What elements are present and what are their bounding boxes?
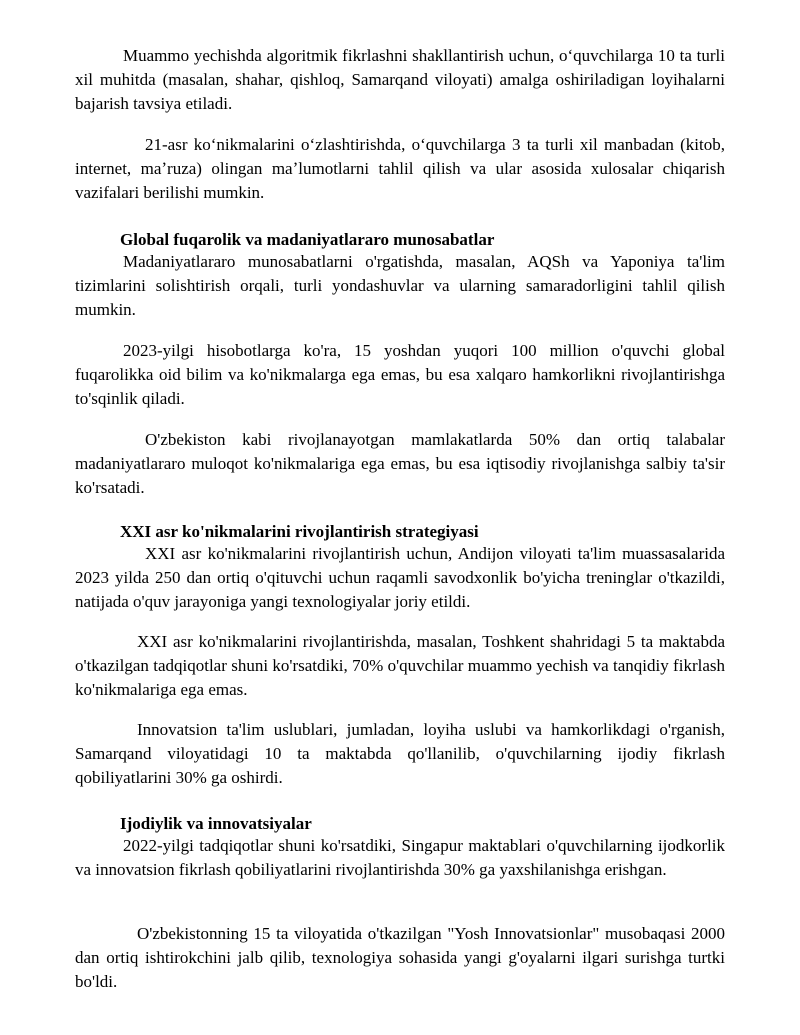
heading-21st-century-strategy: XXI asr ko'nikmalarini rivojlantirish strategiyasi [120,522,479,541]
paragraph-tashkent-research: XXI asr ko'nikmalarini rivojlantirishda, masalan, Toshkent shahridagi 5 ta maktabda o'tkazilgan tadqiqotlar shuni ko'rsatdiki, 70% o'quvchilar muammo yechish va tanqidiy fikrlash ko'nikmalariga ega emas. [75,632,725,699]
paragraph-andijan-trainings: XXI asr ko'nikmalarini rivojlantirish uchun, Andijon viloyati ta'lim muassasalarida 2023 yilda 250 dan ortiq o'qituvchi uchun raqamli savodxonlik bo'yicha treninglar o'tkazildi, natijada o'quv jarayoniga yangi texnologiyalar joriy etildi. [75,544,725,611]
paragraph-algorithmic-thinking: Muammo yechishda algoritmik fikrlashni shakllantirish uchun, oʻquvchilarga 10 ta turli xil muhitda (masalan, shahar, qishloq, Samarqand viloyati) amalga oshiriladigan loyihalarni bajarish tavsiya etiladi. [75,46,725,113]
paragraph-uzbekistan-students: O'zbekiston kabi rivojlanayotgan mamlakatlarda 50% dan ortiq talabalar madaniyatlararo muloqot ko'nikmalariga ega emas, bu esa iqtisodiy rivojlanishga salbiy ta'sir ko'rsatadi. [75,430,725,497]
paragraph-2023-reports: 2023-yilgi hisobotlarga ko'ra, 15 yoshdan yuqori 100 million o'quvchi global fuqarolikka oid bilim va ko'nikmalarga ega emas, bu esa xalqaro hamkorlikni rivojlantirishga to'sqinlik qiladi. [75,341,725,408]
paragraph-young-innovators: O'zbekistonning 15 ta viloyatida o'tkazilgan "Yosh Innovatsionlar" musobaqasi 2000 dan ortiq ishtirokchini jalb qilib, texnologiya sohasida yangi g'oyalarni ilgari surishga turtki bo'ldi. [75,924,725,991]
heading-creativity-innovation: Ijodiylik va innovatsiyalar [120,814,312,833]
paragraph-21st-century-skills: 21-asr koʻnikmalarini oʻzlashtirishda, oʻquvchilarga 3 ta turli xil manbadan (kitob, internet, maʼruza) olingan maʼlumotlarni tahlil qilish va ular asosida xulosalar chiqarish vazifalari berilishi mumkin. [75,135,725,202]
paragraph-innovative-methods: Innovatsion ta'lim uslublari, jumladan, loyiha uslubi va hamkorlikdagi o'rganish, Samarqand viloyatidagi 10 ta maktabda qo'llanilib, o'quvchilarning ijodiy fikrlash qobiliyatlarini 30% ga oshirdi. [75,720,725,787]
paragraph-intercultural-relations: Madaniyatlararo munosabatlarni o'rgatishda, masalan, AQSh va Yaponiya ta'lim tizimlarini solishtirish orqali, turli yondashuvlar va ularning samaradorligini tahlil qilish mumkin. [75,252,725,319]
heading-global-citizenship: Global fuqarolik va madaniyatlararo munosabatlar [120,230,495,249]
paragraph-singapore-schools: 2022-yilgi tadqiqotlar shuni ko'rsatdiki, Singapur maktablari o'quvchilarning ijodkorlik va innovatsion fikrlash qobiliyatlarini rivojlantirishda 30% ga yaxshilanishga erishgan. [75,836,725,879]
